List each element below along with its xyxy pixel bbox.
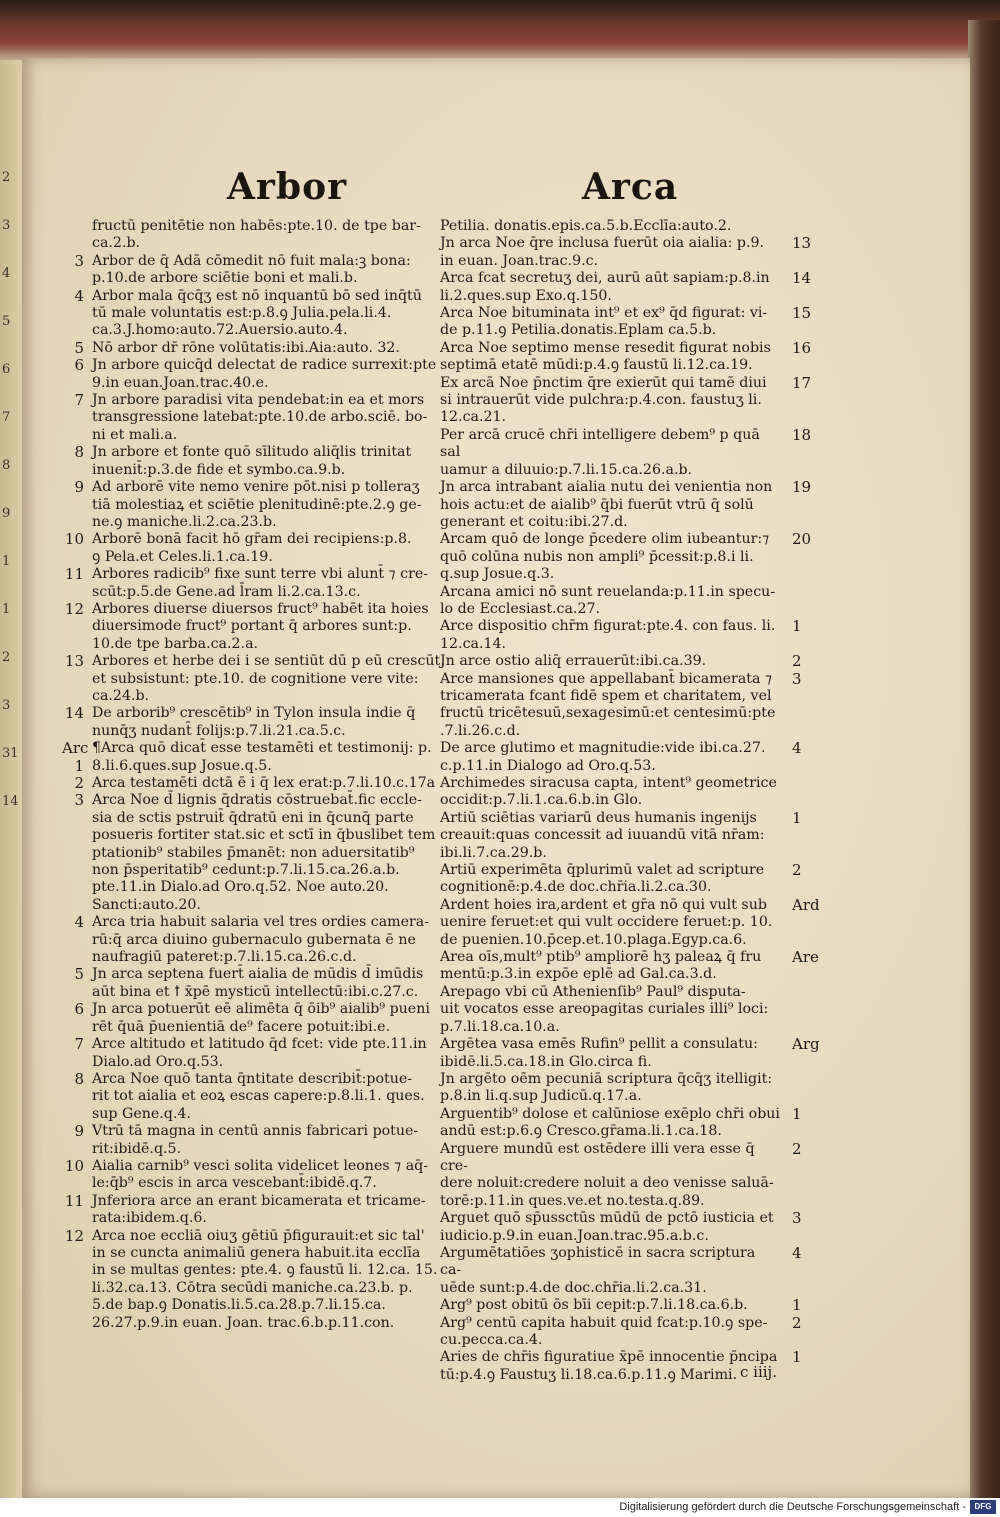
left-entry	[62, 601, 462, 653]
right-entry	[440, 862, 860, 897]
entry-number: 18	[792, 425, 812, 444]
right-entry	[440, 340, 860, 375]
right-running-header: Arca	[582, 166, 679, 208]
entry-number: 16	[792, 338, 812, 357]
entry-text: Arce mansiones que appellabant̄ bicamerata ⁊ tricamerata fcant fidē spem et charitatem, vel fructū tricētesuū,sexagesimū:et centesimū:pte .7.li.26.c.d.	[440, 670, 776, 739]
left-entry	[62, 340, 462, 357]
footer-credit-text: Digitalisierung gefördert durch die Deutsche Forschungsgemeinschaft -	[619, 1501, 966, 1513]
entry-number: 5	[74, 338, 84, 357]
prev-page-mark: 8	[2, 458, 11, 473]
right-entry	[440, 984, 860, 1036]
entry-number: 4	[792, 1243, 802, 1262]
entry-text: Arce dispositio chr̄m figurat:pte.4. con faus. li. 12.ca.14.	[440, 618, 776, 652]
entry-number: 1	[792, 1348, 802, 1367]
entry-number: 2	[792, 861, 802, 880]
entry-number	[62, 218, 92, 253]
left-entry	[62, 479, 462, 531]
right-entry	[440, 1141, 860, 1211]
prev-page-mark: 1	[2, 554, 11, 569]
left-entry	[62, 357, 462, 392]
entry-text: Jnferiora arce an erant bicamerata et tricame- rata:ibidem.q.6.	[92, 1192, 426, 1227]
entry-text: Arbor mala q̄cq̄ʒ est nō inquantū bō sed inq̄tū tū male voluntatis est:p.8.ꝯ Julia.pela.li.4. ca.3.J.homo:auto.72.Auersio.auto.4.	[92, 287, 422, 339]
entry-text: Jn arbore quicq̄d delectat de radice surrexit:pte 9.in euan.Joan.trac.40.e.	[92, 357, 437, 391]
left-entry	[62, 653, 462, 705]
entry-text: Arca fcat secretuʒ dei, aurū aūt sapiam:p.8.in li.2.ques.sup Exo.q.150.	[440, 270, 770, 304]
entry-text: Jn arce ostio aliq̄ errauerūt:ibi.ca.39.	[440, 653, 707, 670]
entry-text: Arca Noe d̄ lignis q̄dratis cōstruebat̄.fic eccle- sia de sctis pstruit̄ q̄dratū eni in q̄cunq̄ parte posueris fortiter stat.sic et sctī in q̄buslibet tem ptationib⁹ stabiles p̄manēt: non aduersitatib⁹ non p̄speritatib⁹ cedunt:p.7.li.15.ca.26.a.b. pte.11.in Dialo.ad Oro.q.52. Noe auto.20. Sancti:auto.20.	[92, 792, 436, 913]
entry-number: 10	[64, 530, 84, 549]
entry-text: Arbor de q̄ Adā cōmedit nō fuit mala:ꝫ bona: p.10.de arbore sciētie boni et mali.b.	[92, 252, 411, 287]
right-entry	[440, 1315, 860, 1350]
entry-number: 7	[74, 391, 84, 410]
entry-text: Jn argēto oēm pecuniā scriptura q̄cq̄ʒ itelligit: p.8.in li.q.sup Judicū.q.17.a.	[440, 1070, 773, 1105]
entry-text: Ex arcā Noe p̄nctim q̄re exierūt qui tamē diui si intrauerūt vide pulchra:p.4.con. faustuʒ li. 12.ca.21.	[440, 374, 767, 426]
entry-text: Per arcā crucē chr̄i intelligere debem⁹ p quā sal uamur a diluuio:p.7.li.15.ca.26.a.b.	[440, 426, 760, 478]
right-entry	[440, 235, 860, 270]
prev-page-mark: 31	[2, 746, 19, 761]
right-entry	[440, 305, 860, 340]
prev-page-mark: 2	[2, 170, 11, 185]
entry-number: 1	[792, 617, 802, 636]
entry-text: Arcam quō de longe p̄cedere olim iubeantur:⁊ quō colūna nubis non ampli⁹ p̄cessit:p.8.i li. q.sup Josue.q.3.	[440, 531, 770, 583]
entry-text: Archimedes siracusa capta, intent⁹ geometrice occidit:p.7.li.1.ca.6.b.in Glo.	[440, 775, 777, 809]
entry-number: 2	[792, 1139, 802, 1158]
entry-text: Jn arca potuerūt eē alimēta q̄ ōib⁹ aialib⁹ pueni rēt q̄uā p̄uenientiā de⁹ facere potuit:ibi.e.	[92, 1001, 430, 1035]
book-cover-right-edge	[968, 20, 1000, 1498]
right-entry	[440, 1210, 860, 1245]
entry-text: Artiū sciētias variarū deus humanis ingenijs creauit:quas concessit ad iuuandū vitā nr̄am: ibi.li.7.ca.29.b.	[440, 809, 765, 861]
entry-number: 12	[64, 599, 84, 618]
right-entry	[440, 375, 860, 427]
entry-number: 4	[74, 286, 84, 305]
left-entry	[62, 253, 462, 288]
left-entry	[62, 792, 462, 914]
entry-number: 19	[792, 478, 812, 497]
entry-number: 6	[74, 1000, 84, 1019]
entry-number: 2	[792, 1313, 802, 1332]
entry-number: 7	[74, 1035, 84, 1054]
entry-number: 12	[64, 1226, 84, 1245]
entry-text: Area oīs,mult⁹ ptib⁹ ampliorē hʒ paleaꝝ q̄ fru mentū:p.3.in expōe eplē ad Gal.ca.3.d.	[440, 949, 762, 983]
entry-number: 2	[74, 774, 84, 792]
right-entry	[440, 671, 860, 741]
prev-page-mark: 7	[2, 410, 11, 425]
entry-number: 13	[792, 234, 812, 253]
right-entry	[440, 270, 860, 305]
entry-number: 15	[792, 304, 812, 323]
entry-number: 3	[792, 669, 802, 688]
left-entry	[62, 1036, 462, 1071]
prev-page-mark: 1	[2, 602, 11, 617]
prev-page-mark: 4	[2, 266, 11, 281]
entry-number: 4	[792, 739, 802, 758]
entry-text: Arca Noe septimo mense resedit figurat nobis septimā etatē mūdi:p.4.ꝯ faustū li.12.ca.19.	[440, 339, 771, 374]
entry-text: Arg⁹ centū capita habuit quid fcat:p.10.ꝯ spe- cu.pecca.ca.4.	[440, 1314, 768, 1348]
entry-number	[780, 584, 832, 619]
right-entry	[440, 479, 860, 531]
entry-number: 6	[74, 356, 84, 375]
entry-text: ¶Arca quō dicat̄ esse testamēti et testimonij: p. 8.li.6.ques.sup Josue.q.5.	[92, 740, 432, 774]
entry-text: Arce altitudo et latitudo q̄d fcet: vide pte.11.in Dialo.ad Oro.q.53.	[92, 1036, 427, 1070]
dfg-logo: DFG	[970, 1500, 996, 1514]
left-entry	[62, 444, 462, 479]
entry-text: Arbores diuerse diuersos fruct⁹ habēt ita hoies diuersimode fruct⁹ portant q̄ arbores sunt:p. 10.de tpe barba.ca.2.a.	[92, 600, 429, 652]
entry-number: Are	[792, 948, 819, 967]
right-entry	[440, 218, 860, 235]
left-entry	[62, 531, 462, 566]
entry-text: Arbores radicib⁹ fixe sunt terre vbi alunt̄ ⁊ cre- scūt:p.5.de Gene.ad l̄ram li.2.ca.13.c.	[92, 566, 429, 600]
book-page	[22, 58, 970, 1498]
right-entry	[440, 775, 860, 810]
left-entry	[62, 392, 462, 444]
entry-number: 1	[792, 1104, 802, 1123]
right-entry	[440, 653, 860, 670]
entry-number: 9	[74, 1122, 84, 1141]
entry-text: Arca tria habuit salaria vel tres ordies camera- rū:q̄ arca diuino gubernaculo gubernata ē ne naufragiū pateret:p.7.li.15.ca.26.c.d.	[92, 914, 430, 966]
entry-number: 13	[64, 652, 84, 671]
entry-number: 17	[792, 373, 812, 392]
entry-number	[780, 218, 832, 235]
right-entry	[440, 618, 860, 653]
entry-number: Arc 1	[62, 739, 89, 775]
entry-text: Jn arca Noe q̄re inclusa fuerūt oia aialia: p.9. in euan. Joan.trac.9.c.	[440, 235, 765, 269]
entry-text: Arguentib⁹ dolose et calūniose exēplo chr̄i obui andū est:p.6.ꝯ Cresco.gr̄ama.li.1.ca.18.	[440, 1105, 780, 1140]
right-entry	[440, 427, 860, 479]
entry-number: 2	[792, 652, 802, 671]
left-entry	[62, 1158, 462, 1193]
entry-number: 8	[74, 1069, 84, 1088]
left-running-header: Arbor	[227, 166, 348, 208]
entry-text: De arborib⁹ crescētib⁹ in Tylon insula indie q̄ nunq̄ʒ nudant̄ folijs:p.7.li.21.ca.5.c.	[92, 705, 416, 739]
right-entry	[440, 1349, 860, 1384]
right-entry	[440, 531, 860, 583]
entry-text: Arbores et herbe dei i se sentiūt dū p eū crescūt. et subsistunt: pte.10. de cognitione vere vite: ca.24.b.	[92, 653, 445, 704]
entry-text: Petilia. donatis.epis.ca.5.b.Ecclīa:auto.2.	[440, 218, 732, 234]
signature-mark: c iiij.	[740, 1363, 777, 1381]
right-entry	[440, 1036, 860, 1071]
entry-number: 4	[74, 913, 84, 932]
entry-text: Arepago vbi cū Athenienſib⁹ Paul⁹ disputa- uit vocatos esse areopagitas curiales illi⁹ loci: p.7.li.18.ca.10.a.	[440, 983, 769, 1035]
entry-number: 3	[74, 251, 84, 270]
entry-text: Arguere mundū est ostēdere illi vera esse q̄ cre- dere noluit:credere noluit a deo venisse saluā- torē:p.11.in ques.ve.et no.testa.q.89.	[440, 1140, 774, 1209]
entry-text: Jn arca septena fuert̄ aialia de mūdis d̄ imūdis aūt bina et ꝉ x̄pē mysticū intellectū:ibi.c.27.c.	[92, 966, 424, 1000]
entry-number: 1	[792, 1296, 802, 1315]
entry-number: Ard	[792, 895, 820, 914]
entry-text: Arg⁹ post obitū ōs bīi cepit:p.7.li.18.ca.6.b.	[440, 1297, 748, 1314]
entry-text: Arca Noe quō tanta q̄ntitate describit̄:potue- rit tot aialia et eoꝝ escas capere:p.8.li.1. ques. sup Gene.q.4.	[92, 1070, 425, 1122]
left-entry	[62, 1001, 462, 1036]
left-entry	[62, 705, 462, 740]
entry-number: 1	[792, 808, 802, 827]
entry-number: 5	[74, 965, 84, 984]
entry-text: Aries de chr̄is figuratiue x̄pē innocentie p̄ncipa tū:p.4.ꝯ Faustuʒ li.18.ca.6.p.11.ꝯ Marimi.	[440, 1349, 778, 1383]
left-entry	[62, 1123, 462, 1158]
entry-number: 3	[792, 1209, 802, 1228]
left-entry	[62, 1071, 462, 1123]
entry-number	[780, 775, 832, 810]
entry-text: Arca Noe bituminata int⁹ et ex⁹ q̄d figurat: vi- de p.11.ꝯ Petilia.donatis.Eplam ca.5.b.	[440, 305, 768, 339]
left-entry	[62, 740, 462, 775]
entry-number: 14	[792, 269, 812, 288]
entry-text: Jn arbore paradisi vita pendebat:in ea et mors transgressione latebat:pte.10.de arbo.sciē. bo- ni et mali.a.	[92, 392, 428, 443]
left-entry	[62, 775, 462, 792]
book-cover-top-edge	[0, 0, 1000, 62]
entry-text: Jn arca intrabant aialia nutu dei venientia non hois actu:et de aialib⁹ q̄bi fuerūt vtrū q̄ solū generant et coitu:ibi.27.d.	[440, 479, 773, 530]
entry-number: 10	[64, 1156, 84, 1175]
entry-text: Aialia carnib⁹ vesci solita videlicet leones ⁊ aq̄- le:q̄b⁹ escis in arca vescebant̄:ibidē.q.7.	[92, 1157, 429, 1192]
entry-number: 8	[74, 443, 84, 462]
digitization-footer	[0, 1498, 1000, 1517]
prev-page-mark: 3	[2, 218, 11, 233]
entry-number: Arg	[792, 1035, 820, 1054]
entry-number: 9	[74, 478, 84, 497]
right-entry	[440, 1071, 860, 1106]
left-entry	[62, 218, 462, 253]
entry-number: 20	[792, 530, 812, 549]
entry-text: Artiū experimēta q̄plurimū valet ad scripture cognitionē:p.4.de doc.chr̄ia.li.2.ca.30.	[440, 862, 765, 896]
left-entry	[62, 914, 462, 966]
entry-number: 3	[74, 791, 84, 810]
entry-text: Arguet quō sp̄ussctūs mūdū de pctō iusticia et iudicio.p.9.in euan.Joan.trac.95.a.b.c.	[440, 1210, 774, 1244]
right-entry	[440, 1297, 860, 1314]
prev-page-mark: 3	[2, 698, 11, 713]
right-entry	[440, 897, 860, 949]
prev-page-mark: 2	[2, 650, 11, 665]
entry-number	[780, 984, 832, 1036]
entry-text: Arborē bonā facit hō gr̄am dei recipiens:p.8. ꝯ Pela.et Celes.li.1.ca.19.	[92, 531, 412, 565]
entry-text: Jn arbore et fonte quō sīlitudo aliq̄lis trinitat inuenit̄:p.3.de fide et symbo.ca.9.b.	[92, 444, 412, 478]
right-entry	[440, 740, 860, 775]
entry-text: Vtrū tā magna in centū annis fabricari potue- rit:ibidē.q.5.	[92, 1123, 419, 1157]
entry-text: Ardent hoies ira,ardent et gr̄a nō qui vult sub uenire feruet:et qui vult occidere feruet:p. 10. de puenien.10.p̄cep.et.10.plaga.Egyp.ca.6.	[440, 896, 773, 948]
right-entry	[440, 810, 860, 862]
right-entry	[440, 1245, 860, 1297]
left-entry	[62, 966, 462, 1001]
entry-text: Ad arborē vite nemo venire pōt.nisi p tolleraʒ tiā molestiaꝝ et sciētie plenitudinē:pte.2.ꝯ ge- ne.ꝯ maniche.li.2.ca.23.b.	[92, 479, 422, 530]
entry-text: Argētea vasa emēs Rufin⁹ pellit a consulatu: ibidē.li.5.ca.18.in Glo.circa fi.	[440, 1036, 758, 1070]
left-entry	[62, 288, 462, 340]
entry-number: 11	[64, 565, 84, 584]
prev-page-mark: 9	[2, 506, 11, 521]
left-column	[62, 218, 462, 1332]
left-entry	[62, 566, 462, 601]
entry-text: Arca noe eccliā oiuʒ gētiū p̄figurauit:et sic tal' in se cuncta animaliū genera habuit.ita ecclīa in se multas gentes: pte.4. ꝯ faustū li. 12.ca. 15. li.32.ca.13. Cōtra secūdi maniche.ca.23.b. p. 5.de bap.ꝯ Donatis.li.5.ca.28.p.7.li.15.ca. 26.27.p.9.in euan. Joan. trac.6.b.p.11.con.	[92, 1227, 438, 1331]
entry-text: De arce glutimo et magnitudie:vide ibi.ca.27. c.p.11.in Dialogo ad Oro.q.53.	[440, 740, 766, 774]
entry-text: Argumētatiōes ʒophisticē in sacra scriptura ca- uēde sunt:p.4.de doc.chr̄ia.li.2.ca.31.	[440, 1244, 756, 1296]
entry-text: Nō arbor dr̄ rōne volūtatis:ibi.Aia:auto. 32.	[92, 339, 400, 356]
entry-number: 14	[64, 704, 84, 723]
right-entry	[440, 584, 860, 619]
left-entry	[62, 1193, 462, 1228]
entry-text: Arca testamēti dctā ē i q̄ lex erat:p.7.li.10.c.17a	[92, 775, 436, 791]
prev-page-mark: 6	[2, 362, 11, 377]
prev-page-mark: 5	[2, 314, 11, 329]
entry-text: fructū penitētie non habēs:pte.10. de tpe bar- ca.2.b.	[92, 218, 421, 252]
right-entry	[440, 1106, 860, 1141]
right-entry	[440, 949, 860, 984]
entry-text: Arcana amici nō sunt reuelanda:p.11.in specu- lo de Ecclesiast.ca.27.	[440, 583, 776, 617]
right-column	[440, 218, 860, 1384]
prev-page-mark: 14	[2, 794, 19, 809]
entry-number: 11	[64, 1191, 84, 1210]
left-entry	[62, 1228, 462, 1332]
entry-number	[780, 1071, 832, 1106]
